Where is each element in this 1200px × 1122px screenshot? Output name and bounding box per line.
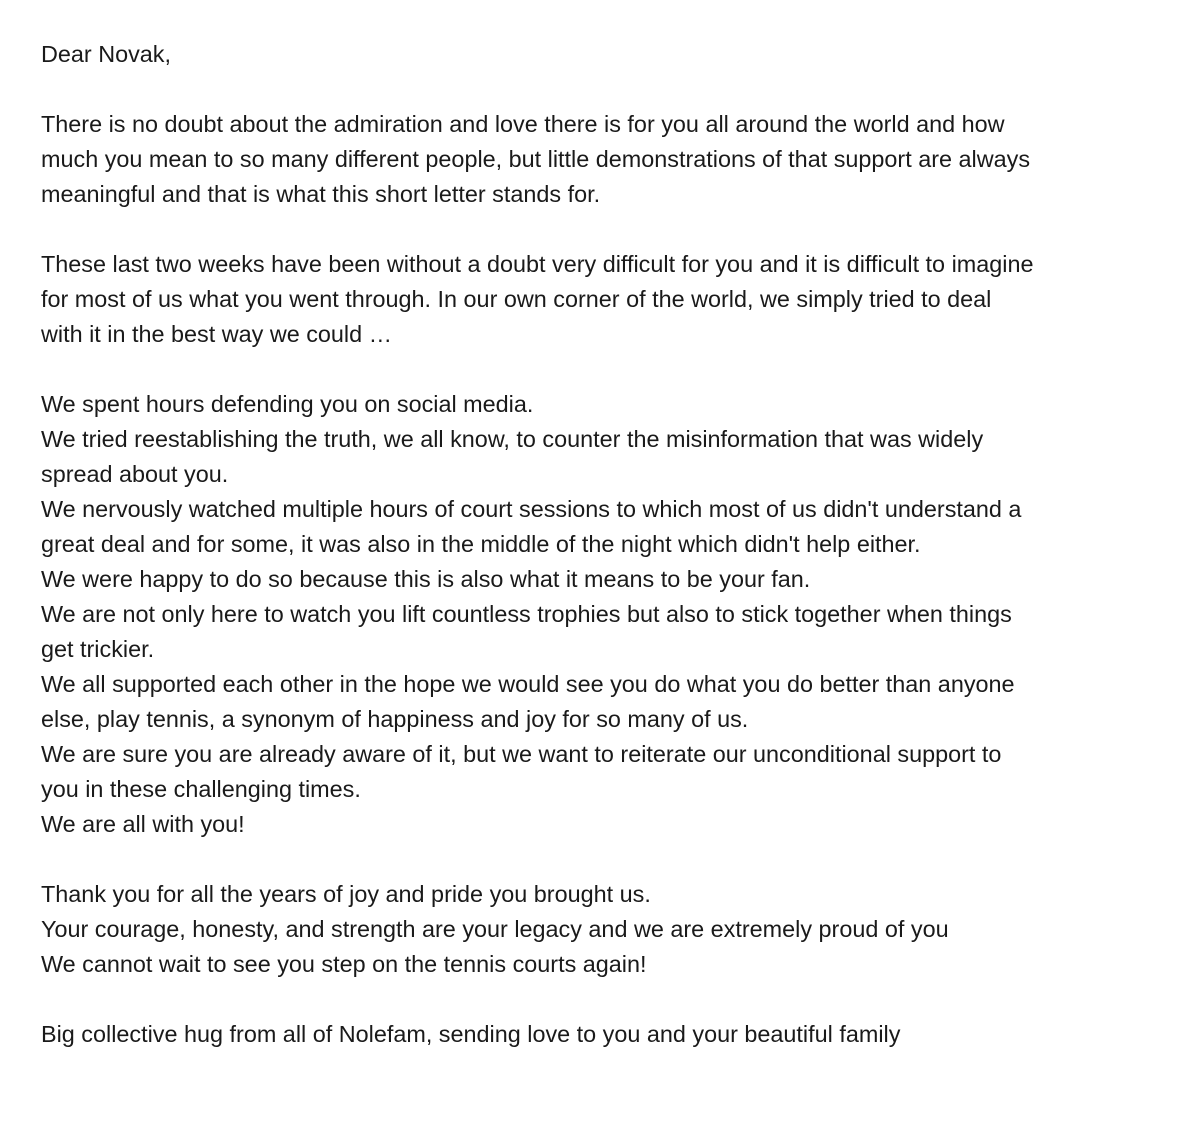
paragraph-spacer — [41, 982, 1181, 1017]
text-line: We are all with you! — [41, 811, 245, 837]
paragraph-spacer — [41, 842, 1181, 877]
text-line: meaningful and that is what this short letter stands for. — [41, 181, 601, 207]
text-line: We spent hours defending you on social media. — [41, 391, 534, 417]
text-line: with it in the best way we could … — [41, 321, 393, 347]
text-line: much you mean to so many different people, but little demonstrations of that support are always — [41, 146, 1031, 172]
text-line: for most of us what you went through. In our own corner of the world, we simply tried to deal — [41, 286, 992, 312]
paragraph-1 — [41, 107, 1181, 212]
text-line: We nervously watched multiple hours of court sessions to which most of us didn't understand a — [41, 496, 1022, 522]
closing: Big collective hug from all of Nolefam, sending love to you and your beautiful family — [41, 1021, 901, 1047]
text-line: We are sure you are already aware of it, but we want to reiterate our unconditional support to — [41, 741, 1002, 767]
text-line: Thank you for all the years of joy and pride you brought us. — [41, 881, 651, 907]
paragraph-spacer — [41, 72, 1181, 107]
text-line: great deal and for some, it was also in the middle of the night which didn't help either. — [41, 531, 921, 557]
text-line: get trickier. — [41, 636, 155, 662]
text-line: These last two weeks have been without a doubt very difficult for you and it is difficult to imagine — [41, 251, 1034, 277]
letter-body — [41, 37, 1181, 1052]
salutation: Dear Novak, — [41, 41, 171, 67]
text-line: We are not only here to watch you lift countless trophies but also to stick together when things — [41, 601, 1012, 627]
text-line: We tried reestablishing the truth, we all know, to counter the misinformation that was widely — [41, 426, 984, 452]
text-line: else, play tennis, a synonym of happiness and joy for so many of us. — [41, 706, 749, 732]
paragraph-spacer — [41, 212, 1181, 247]
text-line: There is no doubt about the admiration and love there is for you all around the world and how — [41, 111, 1005, 137]
paragraph-4 — [41, 877, 1181, 982]
paragraph-2 — [41, 247, 1181, 352]
paragraph-3 — [41, 387, 1181, 842]
text-line: We all supported each other in the hope we would see you do what you do better than anyone — [41, 671, 1015, 697]
text-line: spread about you. — [41, 461, 229, 487]
text-line: We cannot wait to see you step on the tennis courts again! — [41, 951, 647, 977]
text-line: We were happy to do so because this is also what it means to be your fan. — [41, 566, 811, 592]
paragraph-spacer — [41, 352, 1181, 387]
text-line: Your courage, honesty, and strength are your legacy and we are extremely proud of you — [41, 916, 949, 942]
text-line: you in these challenging times. — [41, 776, 361, 802]
